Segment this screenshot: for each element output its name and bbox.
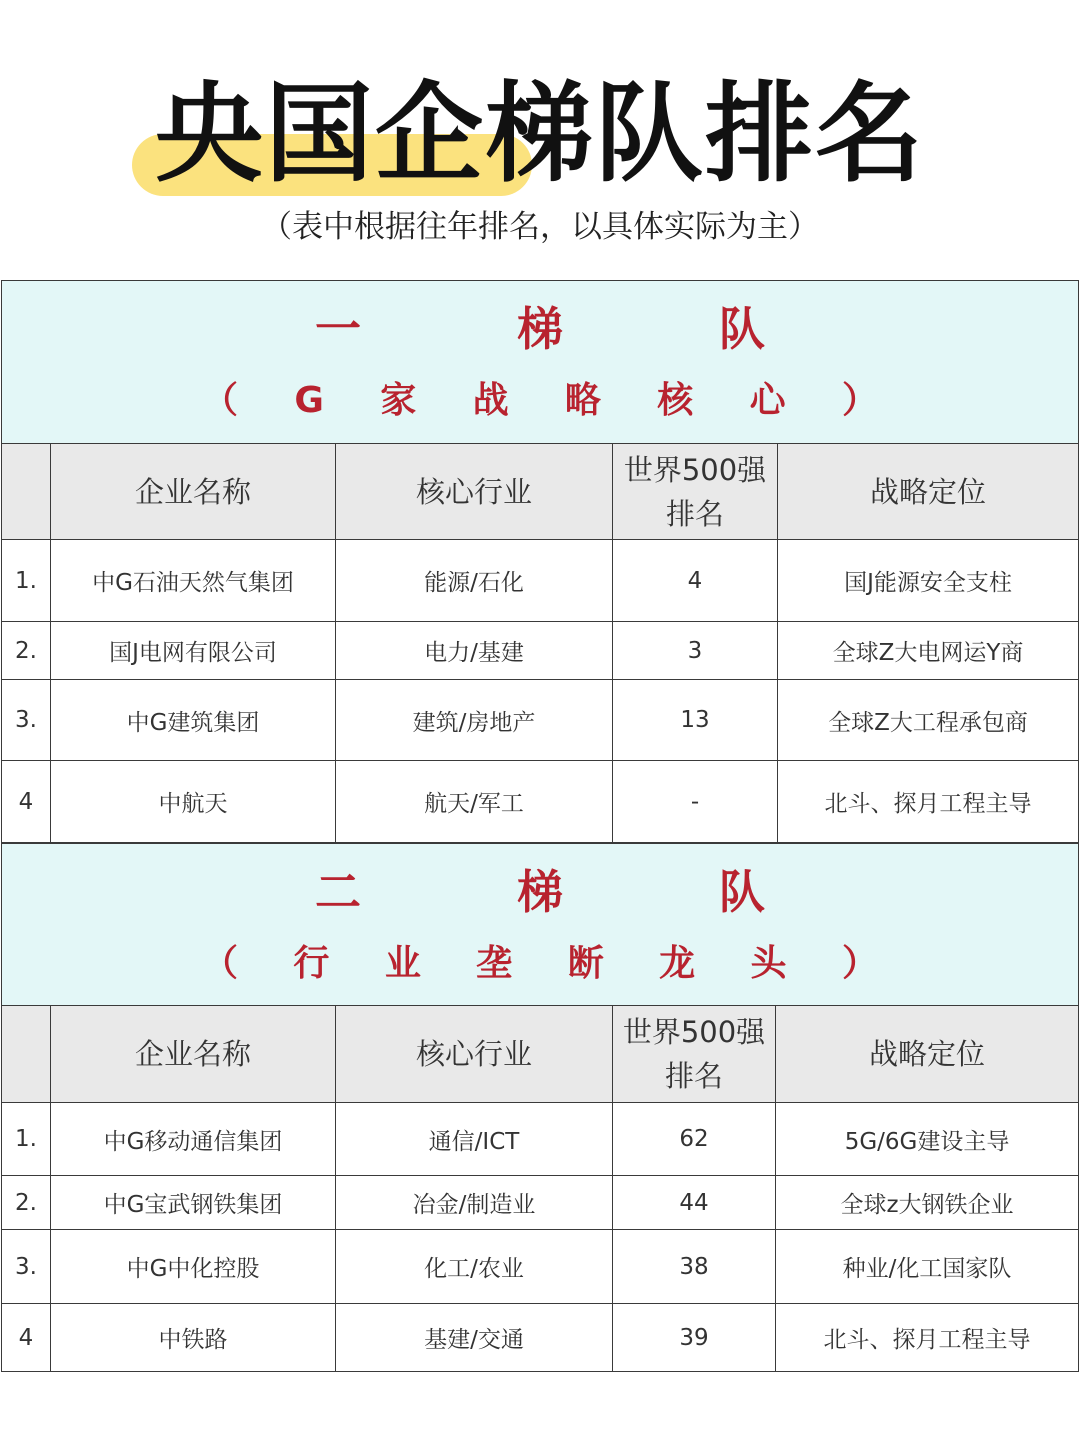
col-header-rank-line2: 排名 bbox=[664, 1059, 723, 1093]
tier-subtitle-char: 家 bbox=[380, 380, 417, 421]
world-rank: 39 bbox=[613, 1304, 776, 1372]
tier-banner bbox=[2, 844, 1079, 1006]
tier-banner bbox=[2, 281, 1079, 444]
page-title: 央国企梯队排名 bbox=[154, 72, 925, 197]
col-header-rank bbox=[613, 1006, 776, 1103]
company-name: 中G宝武钢铁集团 bbox=[51, 1176, 336, 1230]
row-index: 2. bbox=[2, 622, 51, 680]
col-header-rank-line1: 世界500强 bbox=[622, 1015, 766, 1049]
table-header-row bbox=[2, 1006, 1079, 1103]
company-name: 中G移动通信集团 bbox=[51, 1103, 336, 1176]
col-header-name: 企业名称 bbox=[51, 444, 336, 540]
tier-subtitle-char: 头 bbox=[750, 942, 787, 984]
tier-subtitle-char: 行 bbox=[293, 942, 330, 984]
tier-subtitle-char: （ bbox=[202, 942, 239, 984]
core-industry: 冶金/制造业 bbox=[336, 1176, 613, 1230]
tier-subtitle-char: 龙 bbox=[659, 942, 696, 984]
table-header-row bbox=[2, 444, 1079, 540]
world-rank: 4 bbox=[613, 540, 778, 622]
world-rank: 62 bbox=[613, 1103, 776, 1176]
tier-subtitle-char: 战 bbox=[472, 380, 509, 421]
tier-subtitle-char: G bbox=[294, 380, 324, 421]
tier-subtitle bbox=[2, 940, 1078, 988]
strategic-position: 全球z大钢铁企业 bbox=[776, 1176, 1079, 1230]
core-industry: 能源/石化 bbox=[336, 540, 613, 622]
row-index: 4 bbox=[2, 1304, 51, 1372]
table-row bbox=[2, 761, 1079, 843]
col-header-index bbox=[2, 444, 51, 540]
col-header-position: 战略定位 bbox=[776, 1006, 1079, 1103]
col-header-rank-line2: 排名 bbox=[665, 496, 724, 531]
strategic-position: 北斗、探月工程主导 bbox=[776, 1304, 1079, 1372]
world-rank: 3 bbox=[613, 622, 778, 680]
col-header-rank-line1: 世界500强 bbox=[623, 452, 767, 487]
company-name: 中航天 bbox=[51, 761, 336, 843]
world-rank: - bbox=[613, 761, 778, 843]
company-name: 中G石油天然气集团 bbox=[51, 540, 336, 622]
col-header-name: 企业名称 bbox=[51, 1006, 336, 1103]
row-index: 2. bbox=[2, 1176, 51, 1230]
title-area bbox=[0, 70, 1080, 200]
strategic-position: 国J能源安全支柱 bbox=[778, 540, 1079, 622]
col-header-industry: 核心行业 bbox=[336, 444, 613, 540]
world-rank: 13 bbox=[613, 680, 778, 761]
tier-subtitle-char: ） bbox=[841, 942, 878, 984]
tier-table bbox=[1, 280, 1079, 843]
tier-subtitle-char: 略 bbox=[564, 380, 601, 421]
tier-subtitle-char: 心 bbox=[749, 380, 786, 421]
table-row bbox=[2, 680, 1079, 761]
company-name: 中G中化控股 bbox=[51, 1230, 336, 1304]
row-index: 4 bbox=[2, 761, 51, 843]
tier-title: 二 梯 队 bbox=[315, 864, 836, 919]
tier-subtitle-char: 垄 bbox=[476, 942, 513, 984]
tier-table bbox=[1, 843, 1079, 1372]
row-index: 3. bbox=[2, 1230, 51, 1304]
strategic-position: 种业/化工国家队 bbox=[776, 1230, 1079, 1304]
strategic-position: 北斗、探月工程主导 bbox=[778, 761, 1079, 843]
world-rank: 38 bbox=[613, 1230, 776, 1304]
table-row bbox=[2, 540, 1079, 622]
table-row bbox=[2, 622, 1079, 680]
tier-title: 一 梯 队 bbox=[314, 302, 836, 356]
tier-subtitle-char: 断 bbox=[567, 942, 604, 984]
core-industry: 建筑/房地产 bbox=[336, 680, 613, 761]
table-row bbox=[2, 1103, 1079, 1176]
core-industry: 通信/ICT bbox=[336, 1103, 613, 1176]
row-index: 1. bbox=[2, 1103, 51, 1176]
tier-subtitle-char: 业 bbox=[384, 942, 421, 984]
company-name: 中铁路 bbox=[51, 1304, 336, 1372]
tier-subtitle-char: （ bbox=[202, 380, 239, 421]
tier-subtitle-char: ） bbox=[841, 380, 878, 421]
strategic-position: 全球Z大电网运Y商 bbox=[778, 622, 1079, 680]
core-industry: 化工/农业 bbox=[336, 1230, 613, 1304]
core-industry: 电力/基建 bbox=[336, 622, 613, 680]
tier-subtitle-char: 核 bbox=[657, 380, 694, 421]
strategic-position: 5G/6G建设主导 bbox=[776, 1103, 1079, 1176]
page-subtitle: （表中根据往年排名，以具体实际为主） bbox=[261, 209, 819, 245]
col-header-industry: 核心行业 bbox=[336, 1006, 613, 1103]
table-row bbox=[2, 1230, 1079, 1304]
col-header-position: 战略定位 bbox=[778, 444, 1079, 540]
core-industry: 航天/军工 bbox=[336, 761, 613, 843]
core-industry: 基建/交通 bbox=[336, 1304, 613, 1372]
col-header-rank bbox=[613, 444, 778, 540]
col-header-index bbox=[2, 1006, 51, 1103]
table-row bbox=[2, 1176, 1079, 1230]
table-row bbox=[2, 1304, 1079, 1372]
tier-subtitle bbox=[2, 377, 1078, 425]
world-rank: 44 bbox=[613, 1176, 776, 1230]
strategic-position: 全球Z大工程承包商 bbox=[778, 680, 1079, 761]
row-index: 1. bbox=[2, 540, 51, 622]
row-index: 3. bbox=[2, 680, 51, 761]
company-name: 中G建筑集团 bbox=[51, 680, 336, 761]
company-name: 国J电网有限公司 bbox=[51, 622, 336, 680]
